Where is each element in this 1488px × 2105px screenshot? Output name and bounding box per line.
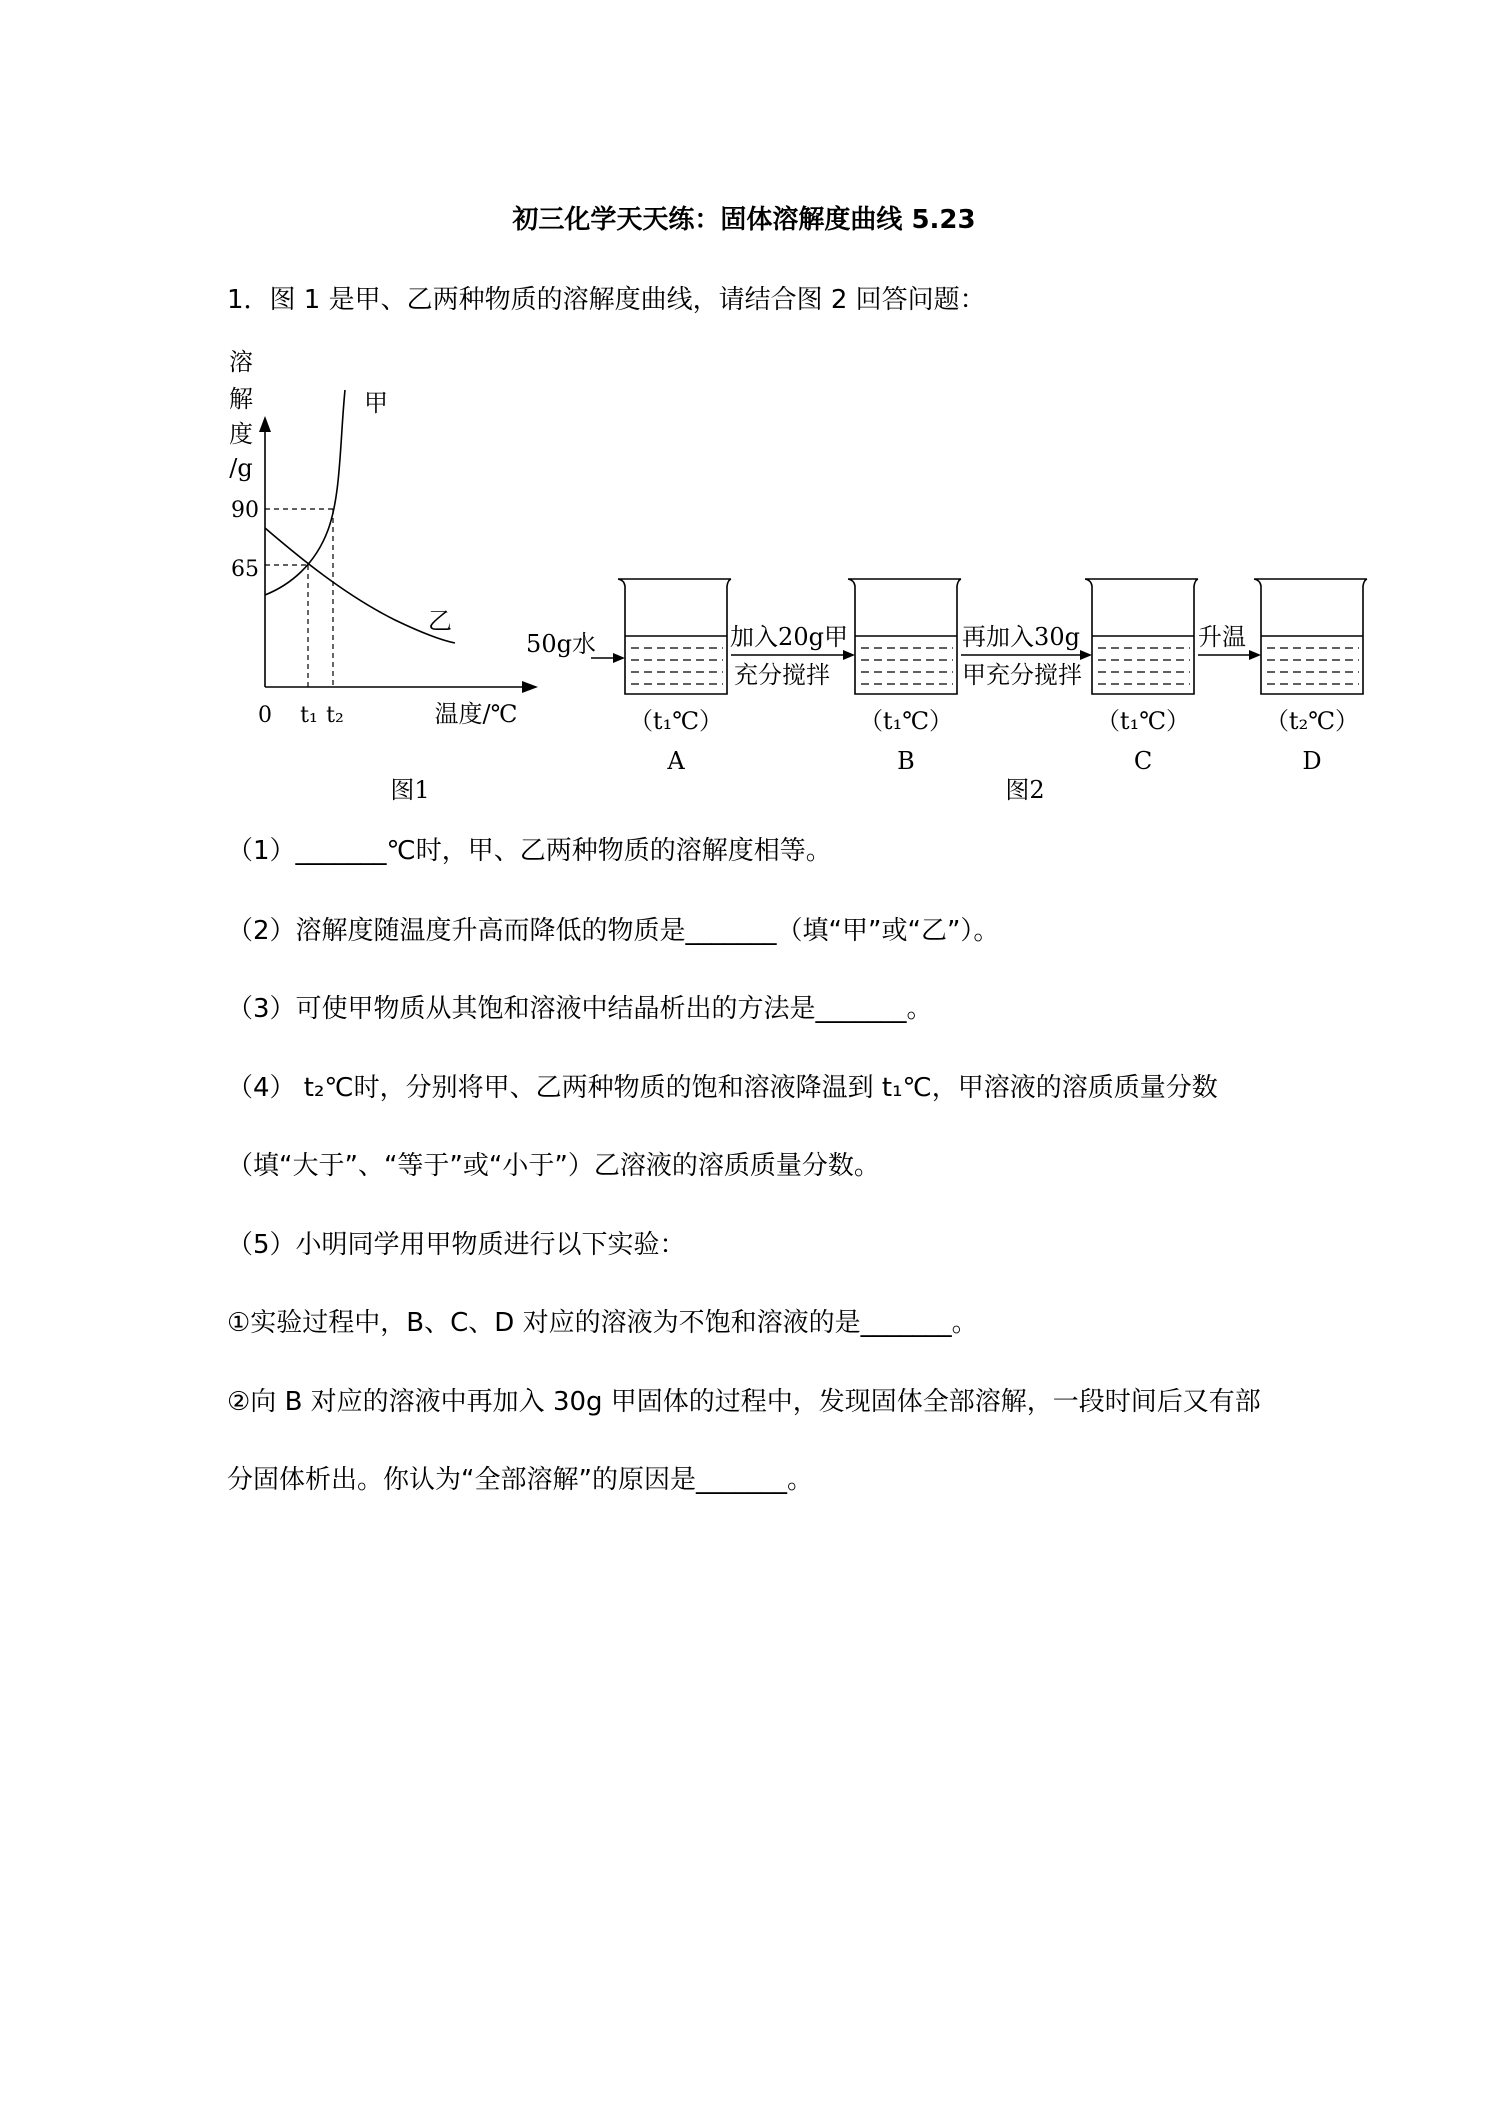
arrowhead-icon [843,650,855,660]
step-label: 充分搅拌 [734,661,830,689]
step-label: 甲充分搅拌 [962,661,1082,689]
beaker-letter: D [1302,747,1322,775]
curve-label-yi: 乙 [428,607,452,635]
sub-question-4: （4） t₂℃时，分别将甲、乙两种物质的饱和溶液降温到 t₁℃，甲溶液的溶质质量分数 [227,1073,1218,1103]
sub-question-1: （1）_______℃时，甲、乙两种物质的溶解度相等。 [227,836,832,866]
page-title: 初三化学天天练：固体溶解度曲线 5.23 [512,205,976,235]
y-tick-label: 65 [231,557,259,582]
y-axis-label-unit: /g [229,454,253,482]
figure-panel [0,340,1488,820]
liquid-fill [1267,648,1359,684]
figure-2-experiment [526,579,1367,804]
question-stem: 1．图 1 是甲、乙两种物质的溶解度曲线，请结合图 2 回答问题： [227,285,986,315]
arrowhead-icon [1080,650,1092,660]
beaker-b [848,579,961,775]
beaker-temperature: （t₁℃） [628,707,724,735]
beaker-letter: A [667,747,685,775]
curve-label-jia: 甲 [364,389,388,417]
step-label: 升温 [1198,623,1246,651]
beaker-letter: B [897,747,915,775]
sub-question-4-continued: （填“大于”、“等于”或“小于”）乙溶液的溶质质量分数。 [227,1151,880,1181]
sub-question-5: （5）小明同学用甲物质进行以下实验： [227,1230,686,1260]
beaker-d [1254,579,1367,775]
arrowhead-icon [1249,650,1261,660]
curve-yi [265,528,455,643]
sub-question-3: （3）可使甲物质从其饱和溶液中结晶析出的方法是_______。 [227,994,933,1024]
figure-1-solubility-curve [229,348,538,804]
x-axis-arrowhead [522,681,538,693]
step-label: 再加入30g [962,623,1080,651]
y-axis-label [229,348,253,482]
x-tick-label: t₂ [326,703,344,728]
liquid-fill [631,648,723,684]
liquid-fill [861,648,953,684]
y-axis-arrowhead [259,416,271,432]
origin-label: 0 [258,703,272,728]
y-axis-label-char: 溶 [229,348,253,376]
beaker-temperature: （t₁℃） [1095,707,1191,735]
sub-question-2: （2）溶解度随温度升高而降低的物质是_______（填“甲”或“乙”）。 [227,916,1000,946]
beaker-temperature: （t₂℃） [1264,707,1360,735]
x-tick-label: t₁ [300,703,318,728]
beaker-c [1085,579,1198,775]
beaker-letter: C [1133,747,1153,775]
beaker-a [618,579,731,775]
sub-question-5-item-2: ②向 B 对应的溶液中再加入 30g 甲固体的过程中，发现固体全部溶解，一段时间后又有部 [227,1387,1261,1417]
beaker-temperature: （t₁℃） [858,707,954,735]
y-axis-label-char: 度 [229,420,253,448]
y-axis-label-char: 解 [229,385,253,413]
figure-1-caption: 图1 [390,776,430,804]
arrowhead-icon [613,653,625,663]
y-tick-label: 90 [231,498,259,523]
step-label: 加入20g甲 [730,623,848,651]
start-label: 50g水 [526,630,596,658]
sub-question-5-item-2-continued: 分固体析出。你认为“全部溶解”的原因是_______。 [227,1465,813,1495]
liquid-fill [1098,648,1190,684]
x-axis-label: 温度/℃ [434,700,518,728]
sub-question-5-item-1: ①实验过程中，B、C、D 对应的溶液为不饱和溶液的是_______。 [227,1308,978,1338]
figure-2-caption: 图2 [1005,776,1045,804]
